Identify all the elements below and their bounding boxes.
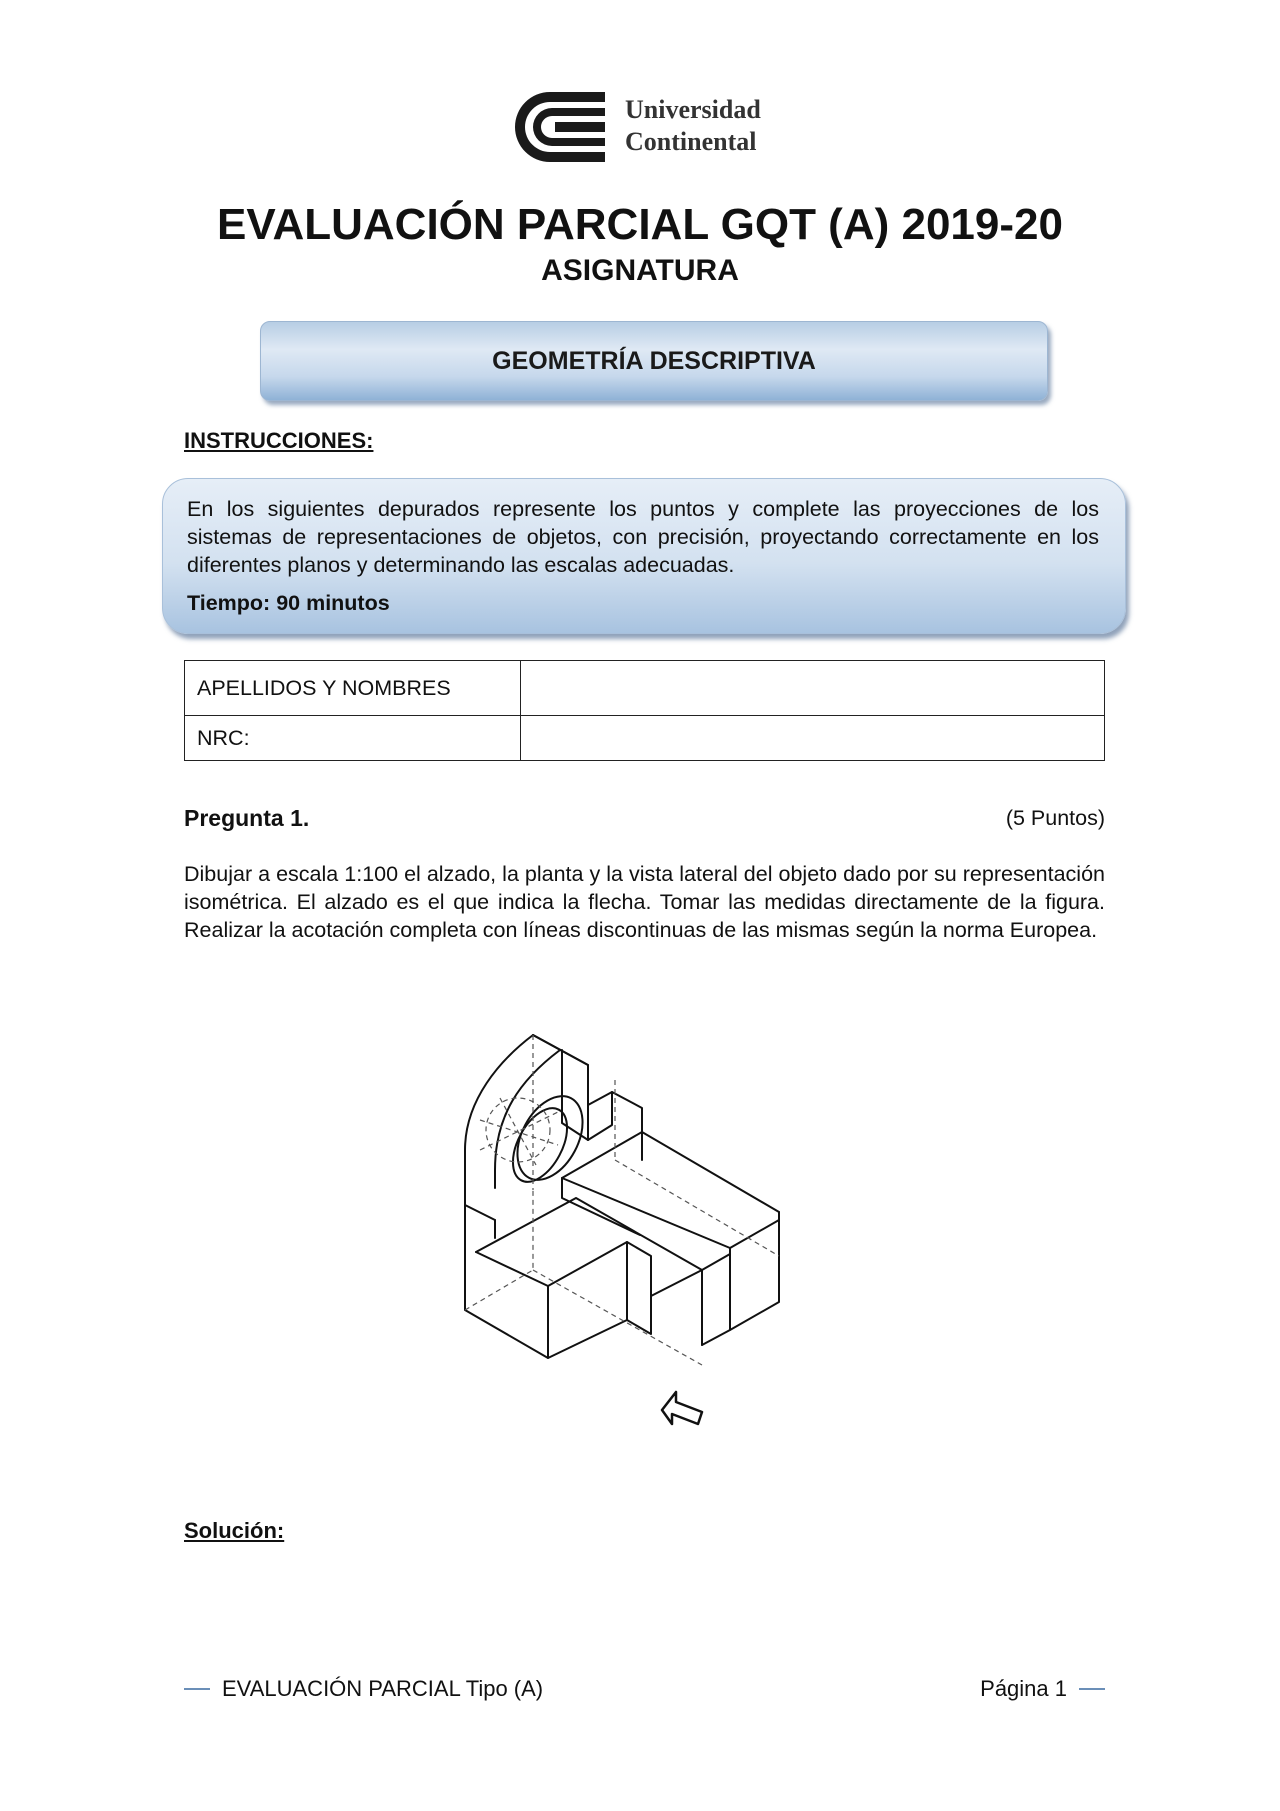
student-info-table (184, 660, 1105, 761)
student-name-label: APELLIDOS Y NOMBRES (185, 661, 521, 716)
table-row (185, 661, 1105, 716)
instructions-text: En los siguientes depurados represente los puntos y complete las proyecciones de los sistemas de representaciones de objetos, con precisión, proyectando correctamente en los diferentes planos y determinando las escalas adecuadas. (187, 497, 1099, 577)
instructions-label: INSTRUCCIONES: (184, 428, 374, 453)
subject-banner (260, 321, 1048, 401)
university-logo (495, 88, 795, 166)
logo-line-1: Universidad (625, 95, 761, 124)
footer-left (184, 1676, 543, 1702)
question-points: (5 Puntos) (1005, 806, 1105, 830)
question-text: Dibujar a escala 1:100 el alzado, la planta y la vista lateral del objeto dado por su representación isométrica. El alzado es el que indica la flecha. Tomar las medidas directamente de la figura. Realizar la acotación completa con líneas discontinuas de las mismas según la norma Europea. (184, 862, 1105, 942)
student-name-field[interactable] (521, 661, 1105, 716)
nrc-label: NRC: (185, 716, 521, 761)
nrc-field[interactable] (521, 716, 1105, 761)
subject-name: GEOMETRÍA DESCRIPTIVA (492, 346, 816, 375)
exam-subtitle: ASIGNATURA (541, 254, 739, 287)
question-title: Pregunta 1. (184, 805, 310, 831)
logo-mark-icon (495, 88, 615, 166)
solution-label: Solución: (184, 1518, 285, 1543)
isometric-drawing (440, 1020, 860, 1440)
footer-rule-left (184, 1688, 210, 1690)
footer-rule-right (1079, 1688, 1105, 1690)
view-arrow-icon (662, 1392, 702, 1424)
footer-right (960, 1676, 1105, 1702)
logo-line-2: Continental (625, 127, 757, 156)
footer-exam-type: EVALUACIÓN PARCIAL Tipo (A) (222, 1676, 544, 1701)
instructions-time: Tiempo: 90 minutos (187, 591, 390, 615)
instructions-box (162, 478, 1126, 634)
exam-title: EVALUACIÓN PARCIAL GQT (A) 2019-20 (217, 200, 1063, 249)
footer-page-number: Página 1 (980, 1676, 1067, 1701)
table-row (185, 716, 1105, 761)
logo-text (625, 94, 761, 158)
